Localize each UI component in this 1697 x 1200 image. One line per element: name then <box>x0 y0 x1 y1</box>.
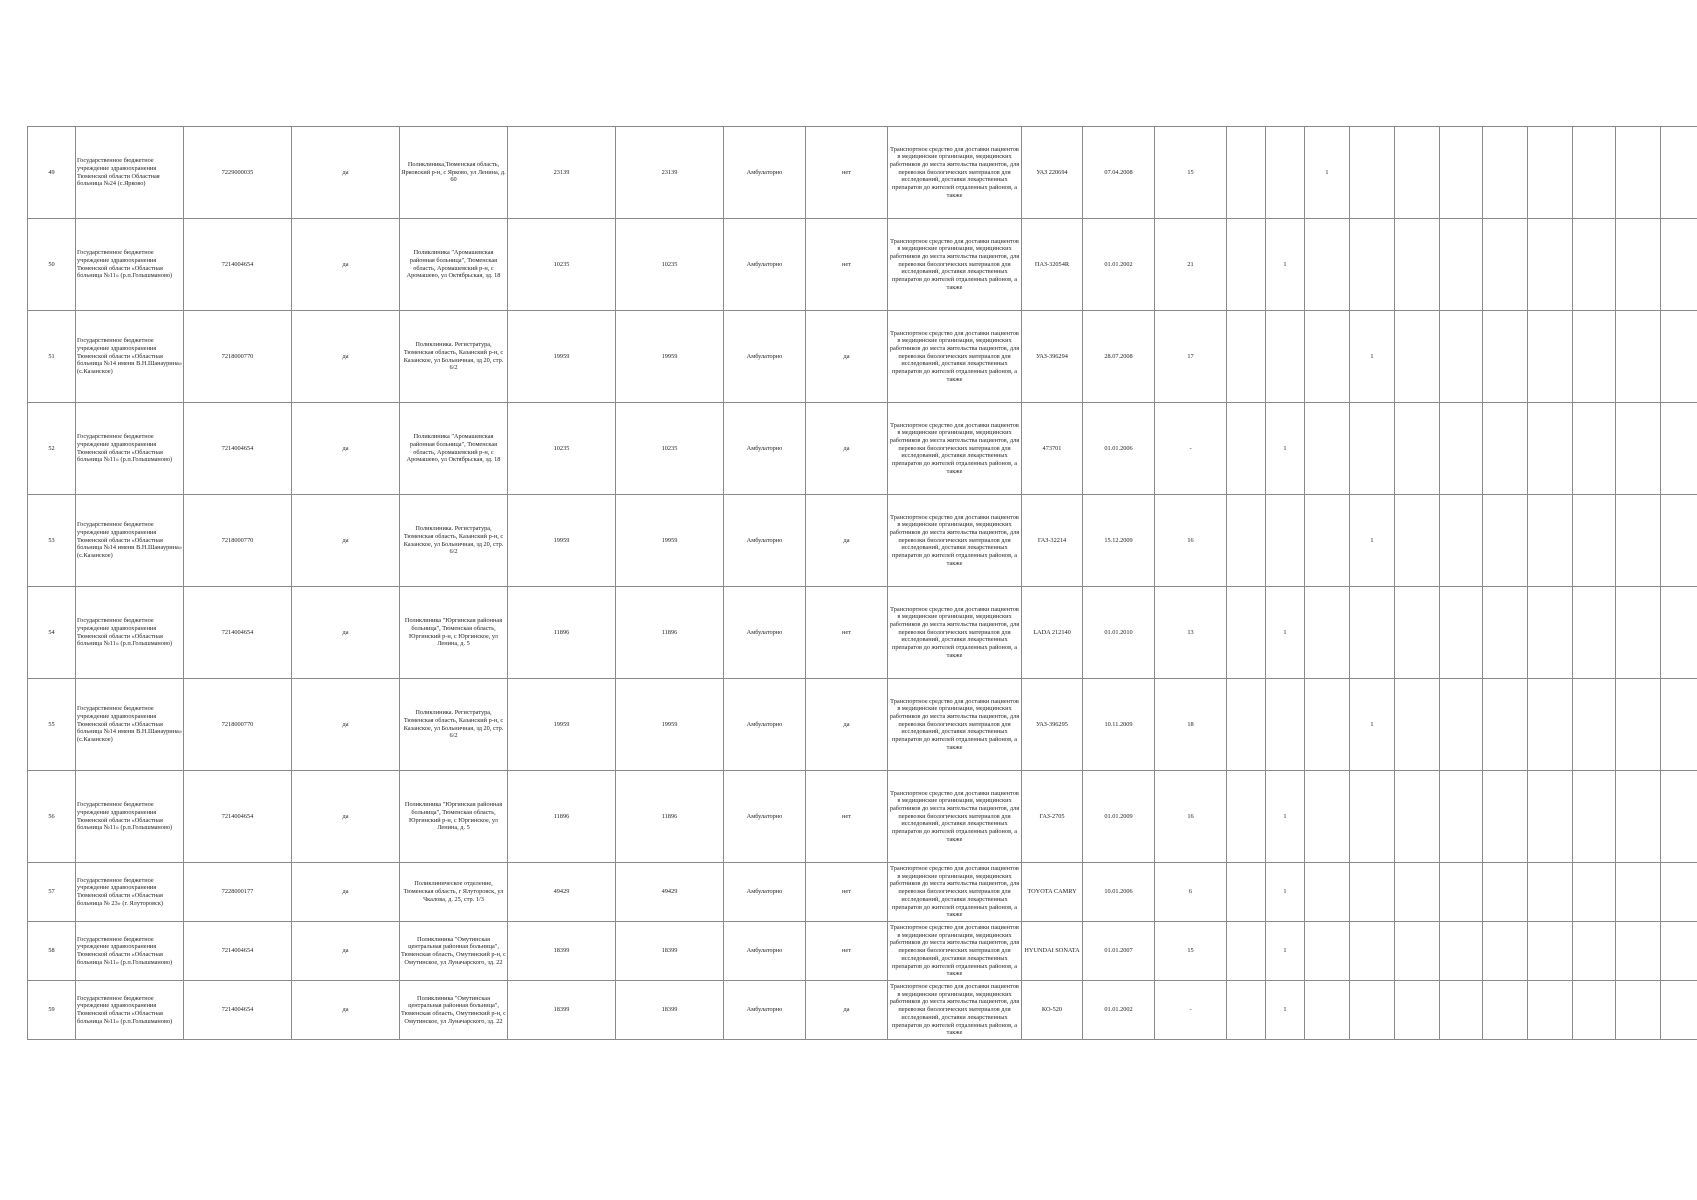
category-count-cell <box>1227 127 1266 219</box>
acquisition-date-cell: 01.01.2010 <box>1083 587 1155 679</box>
address-cell: Поликлиника "Юргинская районная больница", Тюменская область, Юргинский р-н, с Юргинское, ул Ленина, д. 5 <box>400 771 508 863</box>
acquisition-date-cell: 01.01.2006 <box>1083 403 1155 495</box>
category-count-cell: 1 <box>1350 495 1395 587</box>
vehicle-model-cell: ПАЗ-32054R <box>1022 219 1083 311</box>
category-count-cell <box>1661 981 1697 1040</box>
category-count-cell <box>1661 922 1697 981</box>
service-years-cell: 18 <box>1155 679 1227 771</box>
category-count-cell <box>1395 495 1440 587</box>
category-count-cell: 1 <box>1266 771 1305 863</box>
service-years-cell: 21 <box>1155 219 1227 311</box>
row-number-cell: 59 <box>28 981 76 1040</box>
table-row <box>28 587 1697 679</box>
count-a-cell: 19959 <box>508 311 616 403</box>
count-a-cell: 10235 <box>508 219 616 311</box>
inn-cell: 7214004654 <box>184 922 292 981</box>
category-count-cell <box>1350 219 1395 311</box>
service-years-cell: - <box>1155 403 1227 495</box>
category-count-cell <box>1227 981 1266 1040</box>
count-a-cell: 10235 <box>508 403 616 495</box>
category-count-cell <box>1440 127 1483 219</box>
service-years-cell: 6 <box>1155 863 1227 922</box>
spreadsheet-page <box>27 126 1697 1040</box>
vehicle-purpose-cell: Транспортное средство для доставки пациентов в медицинские организации, медицинских работников до места жительства пациентов, для перевозки биологических материалов для исследований, доставки лекарственных препаратов до жителей отдаленных районов, а также <box>888 311 1022 403</box>
service-years-cell: 16 <box>1155 771 1227 863</box>
category-count-cell <box>1616 922 1661 981</box>
category-count-cell <box>1440 495 1483 587</box>
row-number-cell: 52 <box>28 403 76 495</box>
category-count-cell <box>1305 679 1350 771</box>
flag-cell: да <box>292 863 400 922</box>
availability-cell: нет <box>806 771 888 863</box>
vehicle-model-cell: УАЗ-396295 <box>1022 679 1083 771</box>
care-type-cell: Амбулаторно <box>724 981 806 1040</box>
count-b-cell: 49429 <box>616 863 724 922</box>
organization-cell: Государственное бюджетное учреждение здравоохранения Тюменской области «Областная больница №14 имени В.Н.Шанаурина» (с.Казанское) <box>76 495 184 587</box>
service-years-cell: 13 <box>1155 587 1227 679</box>
flag-cell: да <box>292 495 400 587</box>
category-count-cell <box>1661 771 1697 863</box>
category-count-cell: 1 <box>1350 679 1395 771</box>
category-count-cell <box>1266 495 1305 587</box>
category-count-cell <box>1440 981 1483 1040</box>
flag-cell: да <box>292 127 400 219</box>
count-a-cell: 11896 <box>508 587 616 679</box>
category-count-cell <box>1616 219 1661 311</box>
category-count-cell <box>1395 403 1440 495</box>
category-count-cell <box>1573 981 1616 1040</box>
category-count-cell <box>1305 771 1350 863</box>
organization-cell: Государственное бюджетное учреждение здравоохранения Тюменской области «Областная больница №11» (р.п.Голышманово) <box>76 771 184 863</box>
category-count-cell <box>1395 771 1440 863</box>
category-count-cell <box>1528 981 1573 1040</box>
care-type-cell: Амбулаторно <box>724 495 806 587</box>
category-count-cell <box>1573 863 1616 922</box>
table-body <box>28 127 1697 1040</box>
category-count-cell <box>1440 403 1483 495</box>
category-count-cell <box>1395 311 1440 403</box>
care-type-cell: Амбулаторно <box>724 922 806 981</box>
table-row <box>28 981 1697 1040</box>
flag-cell: да <box>292 587 400 679</box>
category-count-cell: 1 <box>1266 403 1305 495</box>
inn-cell: 7218000770 <box>184 495 292 587</box>
table-row <box>28 679 1697 771</box>
row-number-cell: 57 <box>28 863 76 922</box>
category-count-cell <box>1395 679 1440 771</box>
inn-cell: 7228000177 <box>184 863 292 922</box>
vehicle-purpose-cell: Транспортное средство для доставки пациентов в медицинские организации, медицинских работников до места жительства пациентов, для перевозки биологических материалов для исследований, доставки лекарственных препаратов до жителей отдаленных районов, а также <box>888 771 1022 863</box>
category-count-cell <box>1483 219 1528 311</box>
organization-cell: Государственное бюджетное учреждение здравоохранения Тюменской области Областная больница №24 (с.Ярково) <box>76 127 184 219</box>
care-type-cell: Амбулаторно <box>724 219 806 311</box>
row-number-cell: 53 <box>28 495 76 587</box>
vehicle-purpose-cell: Транспортное средство для доставки пациентов в медицинские организации, медицинских работников до места жительства пациентов, для перевозки биологических материалов для исследований, доставки лекарственных препаратов до жителей отдаленных районов, а также <box>888 922 1022 981</box>
availability-cell: да <box>806 403 888 495</box>
category-count-cell <box>1528 219 1573 311</box>
category-count-cell <box>1573 219 1616 311</box>
service-years-cell: 15 <box>1155 922 1227 981</box>
category-count-cell <box>1573 127 1616 219</box>
category-count-cell <box>1350 981 1395 1040</box>
service-years-cell: 16 <box>1155 495 1227 587</box>
category-count-cell: 1 <box>1305 127 1350 219</box>
category-count-cell <box>1661 495 1697 587</box>
category-count-cell <box>1483 587 1528 679</box>
row-number-cell: 54 <box>28 587 76 679</box>
category-count-cell <box>1227 771 1266 863</box>
category-count-cell <box>1350 587 1395 679</box>
address-cell: Поликлиника "Омутинская центральная районная больница", Тюменская область, Омутинский р-н, с Омутинское, ул Луначарского, зд. 22 <box>400 922 508 981</box>
count-b-cell: 18399 <box>616 981 724 1040</box>
category-count-cell <box>1661 311 1697 403</box>
vehicle-model-cell: УАЗ 220694 <box>1022 127 1083 219</box>
organization-cell: Государственное бюджетное учреждение здравоохранения Тюменской области «Областная больница №11» (р.п.Голышманово) <box>76 403 184 495</box>
service-years-cell: 17 <box>1155 311 1227 403</box>
flag-cell: да <box>292 981 400 1040</box>
category-count-cell <box>1440 587 1483 679</box>
category-count-cell <box>1616 771 1661 863</box>
organization-cell: Государственное бюджетное учреждение здравоохранения Тюменской области «Областная больница №11» (р.п.Голышманово) <box>76 587 184 679</box>
flag-cell: да <box>292 771 400 863</box>
category-count-cell <box>1266 311 1305 403</box>
address-cell: Поликлиника "Аромашевская районная больница", Тюменская область, Аромашевский р-н, с Аромашево, ул Октябрьская, зд. 18 <box>400 219 508 311</box>
care-type-cell: Амбулаторно <box>724 679 806 771</box>
category-count-cell <box>1483 679 1528 771</box>
organization-cell: Государственное бюджетное учреждение здравоохранения Тюменской области «Областная больница №11» (р.п.Голышманово) <box>76 981 184 1040</box>
availability-cell: да <box>806 679 888 771</box>
category-count-cell <box>1528 403 1573 495</box>
category-count-cell <box>1528 495 1573 587</box>
table-row <box>28 863 1697 922</box>
category-count-cell <box>1305 981 1350 1040</box>
address-cell: Поликлиника,Тюменская область, Ярковский р-н, с Ярково, ул Ленина, д. 60 <box>400 127 508 219</box>
category-count-cell <box>1440 922 1483 981</box>
service-years-cell: - <box>1155 981 1227 1040</box>
category-count-cell <box>1440 771 1483 863</box>
category-count-cell <box>1350 863 1395 922</box>
vehicle-model-cell: TOYOTA CAMRY <box>1022 863 1083 922</box>
category-count-cell <box>1483 771 1528 863</box>
category-count-cell <box>1227 311 1266 403</box>
category-count-cell <box>1661 127 1697 219</box>
category-count-cell <box>1573 403 1616 495</box>
category-count-cell <box>1305 922 1350 981</box>
organization-cell: Государственное бюджетное учреждение здравоохранения Тюменской области «Областная больница №14 имени В.Н.Шанаурина» (с.Казанское) <box>76 679 184 771</box>
availability-cell: нет <box>806 219 888 311</box>
count-b-cell: 10235 <box>616 219 724 311</box>
row-number-cell: 51 <box>28 311 76 403</box>
availability-cell: нет <box>806 587 888 679</box>
inn-cell: 7214004654 <box>184 219 292 311</box>
inn-cell: 7214004654 <box>184 771 292 863</box>
availability-cell: нет <box>806 863 888 922</box>
category-count-cell <box>1227 922 1266 981</box>
category-count-cell <box>1573 495 1616 587</box>
table-row <box>28 127 1697 219</box>
category-count-cell <box>1573 311 1616 403</box>
flag-cell: да <box>292 922 400 981</box>
vehicle-purpose-cell: Транспортное средство для доставки пациентов в медицинские организации, медицинских работников до места жительства пациентов, для перевозки биологических материалов для исследований, доставки лекарственных препаратов до жителей отдаленных районов, а также <box>888 679 1022 771</box>
category-count-cell <box>1483 403 1528 495</box>
category-count-cell: 1 <box>1266 219 1305 311</box>
vehicle-registry-table <box>27 126 1697 1040</box>
availability-cell: да <box>806 981 888 1040</box>
category-count-cell <box>1395 922 1440 981</box>
availability-cell: да <box>806 311 888 403</box>
vehicle-purpose-cell: Транспортное средство для доставки пациентов в медицинские организации, медицинских работников до места жительства пациентов, для перевозки биологических материалов для исследований, доставки лекарственных препаратов до жителей отдаленных районов, а также <box>888 863 1022 922</box>
table-row <box>28 922 1697 981</box>
category-count-cell <box>1616 863 1661 922</box>
category-count-cell <box>1661 219 1697 311</box>
address-cell: Поликлиника "Омутинская центральная районная больница", Тюменская область, Омутинский р-н, с Омутинское, ул Луначарского, зд. 22 <box>400 981 508 1040</box>
care-type-cell: Амбулаторно <box>724 771 806 863</box>
category-count-cell <box>1616 587 1661 679</box>
category-count-cell <box>1616 127 1661 219</box>
row-number-cell: 58 <box>28 922 76 981</box>
count-b-cell: 19959 <box>616 311 724 403</box>
count-a-cell: 23139 <box>508 127 616 219</box>
category-count-cell <box>1661 679 1697 771</box>
count-a-cell: 49429 <box>508 863 616 922</box>
acquisition-date-cell: 01.01.2002 <box>1083 219 1155 311</box>
category-count-cell <box>1350 127 1395 219</box>
acquisition-date-cell: 15.12.2009 <box>1083 495 1155 587</box>
vehicle-model-cell: КО-520 <box>1022 981 1083 1040</box>
category-count-cell <box>1440 679 1483 771</box>
category-count-cell <box>1305 311 1350 403</box>
organization-cell: Государственное бюджетное учреждение здравоохранения Тюменской области «Областная больница №11» (р.п.Голышманово) <box>76 922 184 981</box>
category-count-cell <box>1395 587 1440 679</box>
category-count-cell <box>1350 403 1395 495</box>
category-count-cell: 1 <box>1266 863 1305 922</box>
inn-cell: 7214004654 <box>184 587 292 679</box>
table-row <box>28 403 1697 495</box>
category-count-cell <box>1305 587 1350 679</box>
availability-cell: да <box>806 495 888 587</box>
organization-cell: Государственное бюджетное учреждение здравоохранения Тюменской области «Областная больница №14 имени В.Н.Шанаурина» (с.Казанское) <box>76 311 184 403</box>
category-count-cell <box>1395 219 1440 311</box>
address-cell: Поликлиника. Регистратура, Тюменская область, Казанский р-н, с Казанское, ул Больничная, зд 20, стр. 6/2 <box>400 495 508 587</box>
category-count-cell <box>1483 311 1528 403</box>
count-a-cell: 18399 <box>508 922 616 981</box>
inn-cell: 7229000035 <box>184 127 292 219</box>
category-count-cell <box>1573 587 1616 679</box>
inn-cell: 7214004654 <box>184 981 292 1040</box>
category-count-cell <box>1483 495 1528 587</box>
count-a-cell: 19959 <box>508 679 616 771</box>
table-row <box>28 771 1697 863</box>
category-count-cell <box>1616 311 1661 403</box>
count-b-cell: 23139 <box>616 127 724 219</box>
service-years-cell: 15 <box>1155 127 1227 219</box>
care-type-cell: Амбулаторно <box>724 127 806 219</box>
category-count-cell <box>1528 771 1573 863</box>
care-type-cell: Амбулаторно <box>724 403 806 495</box>
count-a-cell: 19959 <box>508 495 616 587</box>
inn-cell: 7218000770 <box>184 311 292 403</box>
category-count-cell <box>1616 679 1661 771</box>
category-count-cell <box>1350 922 1395 981</box>
category-count-cell <box>1305 403 1350 495</box>
category-count-cell <box>1395 981 1440 1040</box>
address-cell: Поликлиника "Аромашевская районная больница", Тюменская область, Аромашевский р-н, с Аромашево, ул Октябрьская, зд. 18 <box>400 403 508 495</box>
vehicle-purpose-cell: Транспортное средство для доставки пациентов в медицинские организации, медицинских работников до места жительства пациентов, для перевозки биологических материалов для исследований, доставки лекарственных препаратов до жителей отдаленных районов, а также <box>888 587 1022 679</box>
vehicle-model-cell: LADA 212140 <box>1022 587 1083 679</box>
category-count-cell: 1 <box>1350 311 1395 403</box>
care-type-cell: Амбулаторно <box>724 863 806 922</box>
count-b-cell: 19959 <box>616 679 724 771</box>
acquisition-date-cell: 07.04.2008 <box>1083 127 1155 219</box>
row-number-cell: 56 <box>28 771 76 863</box>
category-count-cell <box>1305 495 1350 587</box>
category-count-cell <box>1227 587 1266 679</box>
category-count-cell <box>1483 922 1528 981</box>
category-count-cell <box>1528 863 1573 922</box>
acquisition-date-cell: 10.11.2009 <box>1083 679 1155 771</box>
row-number-cell: 49 <box>28 127 76 219</box>
flag-cell: да <box>292 219 400 311</box>
count-b-cell: 19959 <box>616 495 724 587</box>
acquisition-date-cell: 10.01.2006 <box>1083 863 1155 922</box>
category-count-cell <box>1528 587 1573 679</box>
address-cell: Поликлиника "Юргинская районная больница", Тюменская область, Юргинский р-н, с Юргинское, ул Ленина, д. 5 <box>400 587 508 679</box>
category-count-cell <box>1227 679 1266 771</box>
count-b-cell: 11896 <box>616 771 724 863</box>
category-count-cell <box>1616 981 1661 1040</box>
vehicle-model-cell: ГАЗ-2705 <box>1022 771 1083 863</box>
care-type-cell: Амбулаторно <box>724 587 806 679</box>
category-count-cell <box>1616 495 1661 587</box>
address-cell: Поликлиника. Регистратура, Тюменская область, Казанский р-н, с Казанское, ул Больничная, зд 20, стр. 6/2 <box>400 311 508 403</box>
category-count-cell <box>1661 863 1697 922</box>
vehicle-model-cell: 473701 <box>1022 403 1083 495</box>
vehicle-purpose-cell: Транспортное средство для доставки пациентов в медицинские организации, медицинских работников до места жительства пациентов, для перевозки биологических материалов для исследований, доставки лекарственных препаратов до жителей отдаленных районов, а также <box>888 219 1022 311</box>
category-count-cell <box>1227 863 1266 922</box>
category-count-cell <box>1227 219 1266 311</box>
category-count-cell <box>1227 495 1266 587</box>
acquisition-date-cell: 01.01.2002 <box>1083 981 1155 1040</box>
inn-cell: 7218000770 <box>184 679 292 771</box>
care-type-cell: Амбулаторно <box>724 311 806 403</box>
vehicle-purpose-cell: Транспортное средство для доставки пациентов в медицинские организации, медицинских работников до места жительства пациентов, для перевозки биологических материалов для исследований, доставки лекарственных препаратов до жителей отдаленных районов, а также <box>888 495 1022 587</box>
category-count-cell <box>1227 403 1266 495</box>
organization-cell: Государственное бюджетное учреждение здравоохранения Тюменской области «Областная больница №11» (р.п.Голышманово) <box>76 219 184 311</box>
vehicle-purpose-cell: Транспортное средство для доставки пациентов в медицинские организации, медицинских работников до места жительства пациентов, для перевозки биологических материалов для исследований, доставки лекарственных препаратов до жителей отдаленных районов, а также <box>888 127 1022 219</box>
count-b-cell: 11896 <box>616 587 724 679</box>
count-a-cell: 11896 <box>508 771 616 863</box>
table-row <box>28 219 1697 311</box>
vehicle-model-cell: УАЗ-396294 <box>1022 311 1083 403</box>
address-cell: Поликлиника. Регистратура, Тюменская область, Казанский р-н, с Казанское, ул Больничная, зд 20, стр. 6/2 <box>400 679 508 771</box>
inn-cell: 7214004654 <box>184 403 292 495</box>
count-b-cell: 18399 <box>616 922 724 981</box>
category-count-cell <box>1440 311 1483 403</box>
flag-cell: да <box>292 403 400 495</box>
availability-cell: нет <box>806 127 888 219</box>
availability-cell: нет <box>806 922 888 981</box>
vehicle-model-cell: ГАЗ-32214 <box>1022 495 1083 587</box>
category-count-cell <box>1661 403 1697 495</box>
count-b-cell: 10235 <box>616 403 724 495</box>
vehicle-model-cell: HYUNDAI SONATA <box>1022 922 1083 981</box>
category-count-cell <box>1483 127 1528 219</box>
flag-cell: да <box>292 679 400 771</box>
category-count-cell <box>1266 679 1305 771</box>
category-count-cell <box>1573 771 1616 863</box>
acquisition-date-cell: 28.07.2008 <box>1083 311 1155 403</box>
category-count-cell <box>1661 587 1697 679</box>
category-count-cell <box>1305 863 1350 922</box>
category-count-cell: 1 <box>1266 922 1305 981</box>
acquisition-date-cell: 01.01.2007 <box>1083 922 1155 981</box>
category-count-cell <box>1573 679 1616 771</box>
category-count-cell <box>1395 863 1440 922</box>
count-a-cell: 18399 <box>508 981 616 1040</box>
category-count-cell <box>1305 219 1350 311</box>
acquisition-date-cell: 01.01.2009 <box>1083 771 1155 863</box>
organization-cell: Государственное бюджетное учреждение здравоохранения Тюменской области «Областная больница № 23» (г. Ялуторовск) <box>76 863 184 922</box>
vehicle-purpose-cell: Транспортное средство для доставки пациентов в медицинские организации, медицинских работников до места жительства пациентов, для перевозки биологических материалов для исследований, доставки лекарственных препаратов до жителей отдаленных районов, а также <box>888 403 1022 495</box>
category-count-cell <box>1573 922 1616 981</box>
address-cell: Поликлиническое отделение, Тюменская область, г Ялуторовск, ул Чкалова, д. 25, стр. 1/3 <box>400 863 508 922</box>
category-count-cell <box>1350 771 1395 863</box>
category-count-cell: 1 <box>1266 981 1305 1040</box>
category-count-cell <box>1528 922 1573 981</box>
row-number-cell: 50 <box>28 219 76 311</box>
category-count-cell <box>1440 219 1483 311</box>
table-row <box>28 311 1697 403</box>
category-count-cell <box>1616 403 1661 495</box>
category-count-cell <box>1483 863 1528 922</box>
category-count-cell <box>1528 679 1573 771</box>
table-row <box>28 495 1697 587</box>
category-count-cell <box>1483 981 1528 1040</box>
category-count-cell <box>1528 127 1573 219</box>
category-count-cell <box>1528 311 1573 403</box>
flag-cell: да <box>292 311 400 403</box>
category-count-cell <box>1440 863 1483 922</box>
category-count-cell <box>1266 127 1305 219</box>
category-count-cell: 1 <box>1266 587 1305 679</box>
category-count-cell <box>1395 127 1440 219</box>
row-number-cell: 55 <box>28 679 76 771</box>
vehicle-purpose-cell: Транспортное средство для доставки пациентов в медицинские организации, медицинских работников до места жительства пациентов, для перевозки биологических материалов для исследований, доставки лекарственных препаратов до жителей отдаленных районов, а также <box>888 981 1022 1040</box>
